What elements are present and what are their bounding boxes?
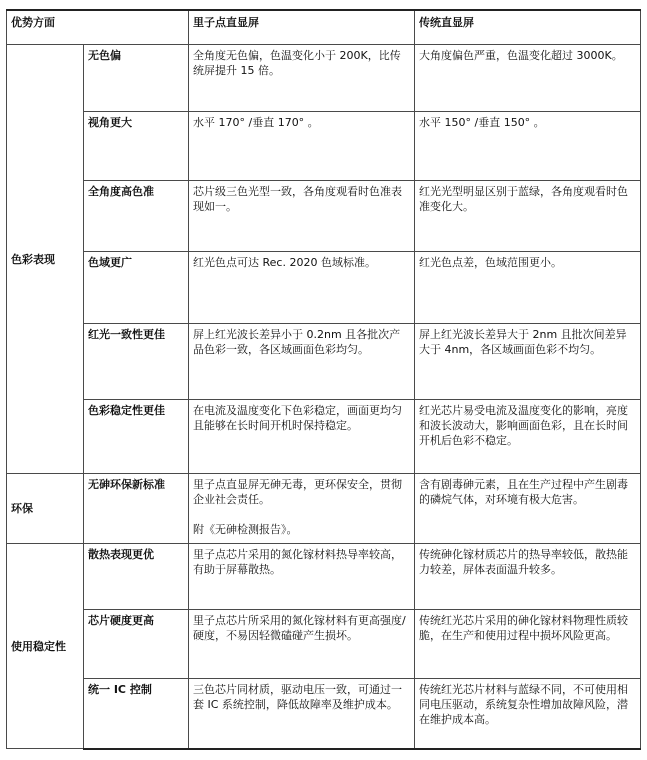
quantum-dot-cell [189, 474, 415, 544]
feature-label: 统一 IC 控制 [84, 679, 189, 749]
traditional-cell: 水平 150° /垂直 150° 。 [415, 112, 641, 181]
quantum-dot-cell: 屏上红光波长差异小于 0.2nm 且各批次产品色彩一致，各区域画面色彩均匀。 [189, 324, 415, 400]
traditional-cell: 红光芯片易受电流及温度变化的影响，亮度和波长波动大，影响画面色彩，且在长时间开机后色彩不稳定。 [415, 400, 641, 474]
feature-label: 色域更广 [84, 252, 189, 324]
traditional-cell: 传统砷化镓材质芯片的热导率较低，散热能力较差，屏体表面温升较多。 [415, 544, 641, 610]
quantum-dot-cell: 全角度无色偏，色温变化小于 200K，比传统屏提升 15 倍。 [189, 45, 415, 112]
quantum-dot-cell: 芯片级三色光型一致，各角度观看时色准表现如一。 [189, 181, 415, 252]
table-row [7, 181, 641, 252]
table-row [7, 474, 641, 544]
quantum-dot-cell: 三色芯片同材质，驱动电压一致，可通过一套 IC 系统控制，降低故障率及维护成本。 [189, 679, 415, 749]
table-row [7, 45, 641, 112]
header-traditional: 传统直显屏 [415, 10, 641, 45]
feature-label: 无色偏 [84, 45, 189, 112]
feature-label: 无砷环保新标准 [84, 474, 189, 544]
header-aspect: 优势方面 [7, 10, 189, 45]
quantum-dot-cell: 里子点芯片采用的氮化镓材料热导率较高，有助于屏幕散热。 [189, 544, 415, 610]
table-row [7, 610, 641, 679]
group-label-environment: 环保 [7, 474, 84, 544]
traditional-cell: 大角度偏色严重，色温变化超过 3000K。 [415, 45, 641, 112]
comparison-table [6, 9, 641, 750]
group-label-color: 色彩表现 [7, 45, 84, 474]
feature-label: 芯片硬度更高 [84, 610, 189, 679]
quantum-dot-cell: 水平 170° /垂直 170° 。 [189, 112, 415, 181]
table-row [7, 679, 641, 749]
table-row [7, 252, 641, 324]
quantum-dot-cell: 在电流及温度变化下色彩稳定，画面更均匀且能够在长时间开机时保持稳定。 [189, 400, 415, 474]
table-row [7, 112, 641, 181]
table-row [7, 544, 641, 610]
quantum-dot-text: 里子点直显屏无砷无毒，更环保安全，贯彻企业社会责任。 [193, 478, 402, 506]
header-quantum-dot: 里子点直显屏 [189, 10, 415, 45]
feature-label: 视角更大 [84, 112, 189, 181]
traditional-cell: 传统红光芯片材料与蓝绿不同，不可使用相同电压驱动，系统复杂性增加故障风险，潜在维护成本高。 [415, 679, 641, 749]
group-label-stability: 使用稳定性 [7, 544, 84, 749]
feature-label: 散热表现更优 [84, 544, 189, 610]
header-row [7, 10, 641, 45]
traditional-cell: 传统红光芯片采用的砷化镓材料物理性质较脆，在生产和使用过程中损坏风险更高。 [415, 610, 641, 679]
feature-label: 全角度高色准 [84, 181, 189, 252]
table-row [7, 400, 641, 474]
quantum-dot-cell: 里子点芯片所采用的氮化镓材料有更高强度/硬度，不易因轻微磕碰产生损坏。 [189, 610, 415, 679]
report-note: 附《无砷检测报告》。 [193, 523, 298, 536]
traditional-cell: 红光色点差，色域范围更小。 [415, 252, 641, 324]
quantum-dot-cell: 红光色点可达 Rec. 2020 色域标准。 [189, 252, 415, 324]
traditional-cell: 含有剧毒砷元素，且在生产过程中产生剧毒的磷烷气体，对环境有极大危害。 [415, 474, 641, 544]
traditional-cell: 红光光型明显区别于蓝绿，各角度观看时色准变化大。 [415, 181, 641, 252]
feature-label: 红光一致性更佳 [84, 324, 189, 400]
feature-label: 色彩稳定性更佳 [84, 400, 189, 474]
table-row [7, 324, 641, 400]
traditional-cell: 屏上红光波长差异大于 2nm 且批次间差异大于 4nm，各区域画面色彩不均匀。 [415, 324, 641, 400]
